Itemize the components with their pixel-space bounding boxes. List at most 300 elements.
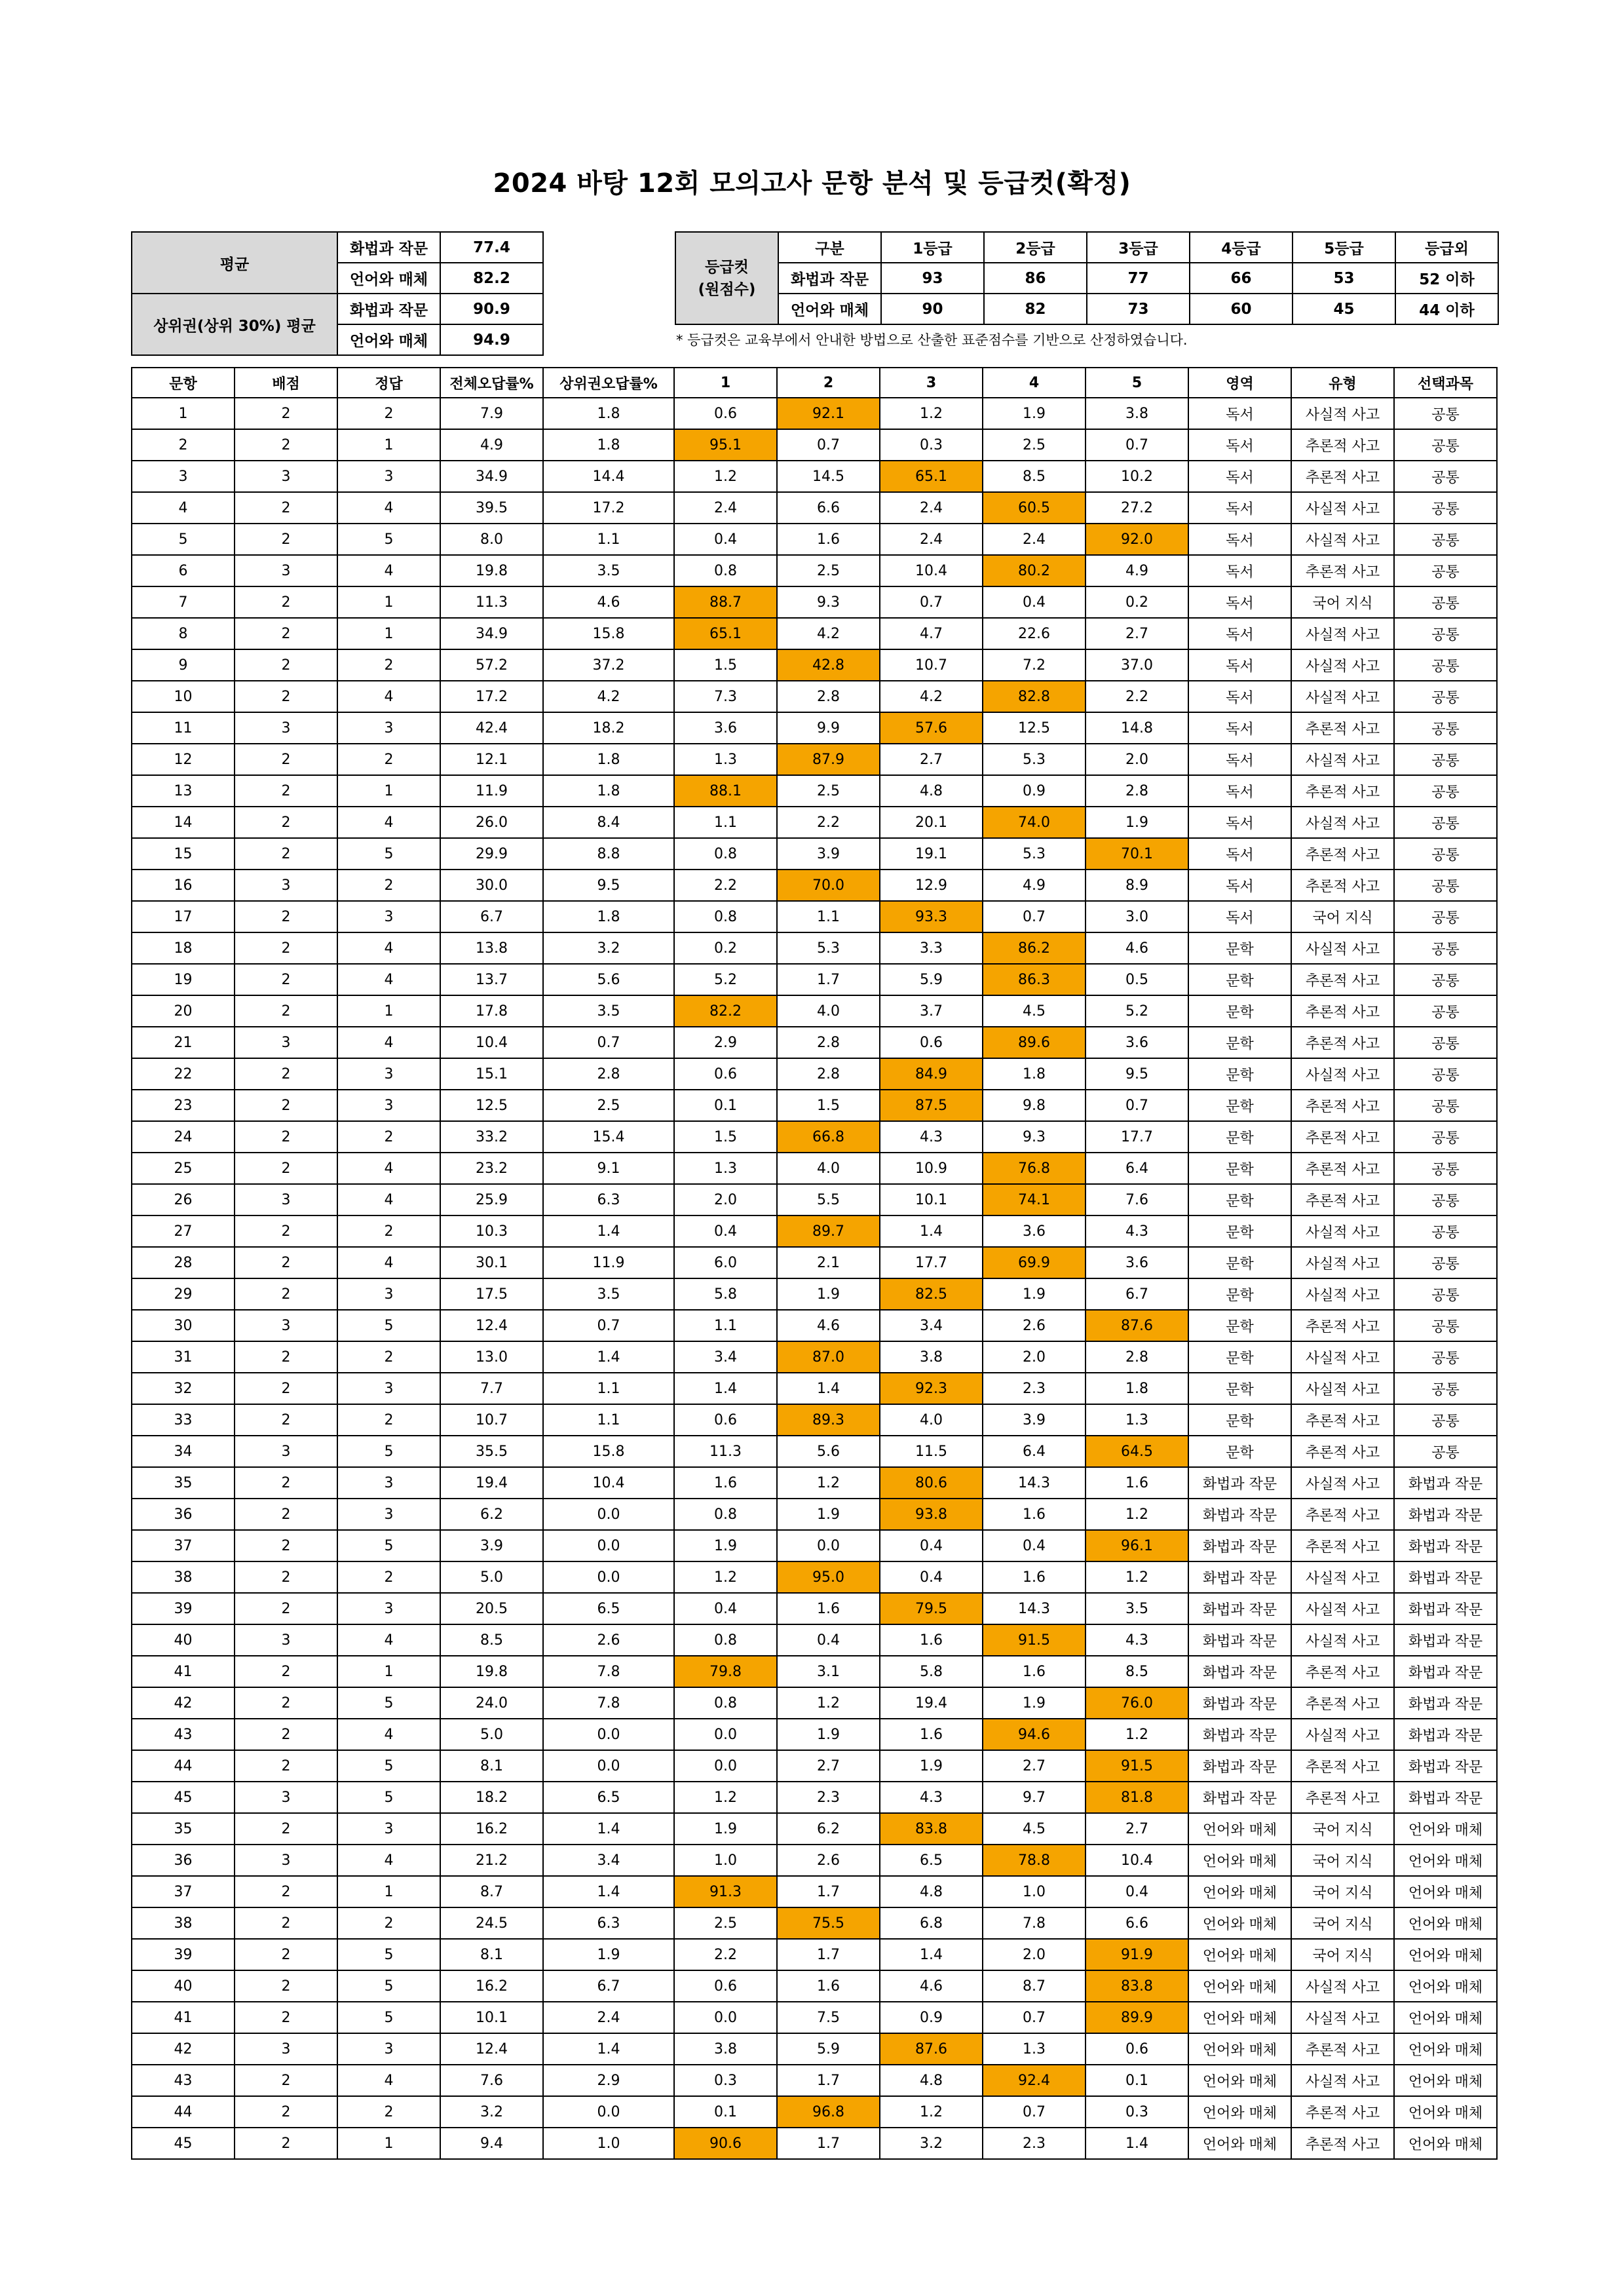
table-cell-col-points: 2 [235, 1215, 337, 1247]
table-cell-col-choice-2: 2.3 [777, 1782, 880, 1813]
table-cell-col-total-error-rate: 16.2 [440, 1970, 543, 2002]
table-cell-col-elective: 공통 [1394, 744, 1497, 775]
table-cell-col-choice-1: 0.8 [674, 555, 777, 586]
table-row [132, 775, 1497, 807]
table-cell-col-elective: 공통 [1394, 618, 1497, 649]
table-cell-col-elective: 공통 [1394, 681, 1497, 712]
table-cell-col-question: 2 [132, 429, 235, 461]
table-cell-col-points: 2 [235, 1907, 337, 1939]
table-cell-col-choice-4: 7.8 [983, 1907, 1086, 1939]
table-cell-col-total-error-rate: 17.5 [440, 1278, 543, 1310]
table-row [132, 1404, 1497, 1436]
table-cell-col-choice-2: 1.7 [777, 2065, 880, 2096]
table-cell-col-choice-1: 0.6 [674, 1058, 777, 1090]
top-average-subject: 언어와 매체 [337, 324, 440, 355]
table-cell-col-choice-2: 6.2 [777, 1813, 880, 1845]
table-cell-col-total-error-rate: 10.1 [440, 2002, 543, 2033]
table-cell-col-points: 2 [235, 1090, 337, 1121]
table-cell-col-points: 2 [235, 964, 337, 995]
table-cell-col-area: 문학 [1188, 1027, 1291, 1058]
table-cell-col-question: 1 [132, 398, 235, 429]
table-cell-col-question: 45 [132, 1782, 235, 1813]
table-cell-col-choice-3: 4.8 [880, 775, 983, 807]
top-average-value: 94.9 [440, 324, 543, 355]
table-cell-col-answer: 2 [337, 870, 440, 901]
table-cell-col-top-error-rate: 6.3 [543, 1184, 674, 1215]
table-cell-col-choice-1: 0.0 [674, 1750, 777, 1782]
table-cell-col-elective: 화법과 작문 [1394, 1624, 1497, 1656]
table-cell-col-choice-2: 2.5 [777, 775, 880, 807]
table-cell-col-total-error-rate: 20.5 [440, 1593, 543, 1624]
table-cell-col-choice-3: 11.5 [880, 1436, 983, 1467]
grade-cut-cell: 화법과 작문 [778, 263, 881, 294]
table-cell-col-type: 추론적 사고 [1291, 838, 1394, 870]
table-cell-col-points: 3 [235, 555, 337, 586]
table-cell-col-choice-3: 3.2 [880, 2128, 983, 2159]
table-cell-col-top-error-rate: 7.8 [543, 1656, 674, 1687]
table-cell-col-top-error-rate: 6.5 [543, 1782, 674, 1813]
table-cell-col-choice-5: 2.0 [1086, 744, 1188, 775]
table-cell-col-choice-1: 0.4 [674, 1215, 777, 1247]
table-row [132, 649, 1497, 681]
table-row [132, 838, 1497, 870]
table-cell-col-type: 국어 지식 [1291, 901, 1394, 932]
grade-cut-cell: 53 [1293, 263, 1395, 294]
table-cell-col-choice-1: 0.6 [674, 1404, 777, 1436]
table-cell-col-area: 언어와 매체 [1188, 1939, 1291, 1970]
table-row [132, 1561, 1497, 1593]
table-cell-col-total-error-rate: 3.9 [440, 1530, 543, 1561]
table-cell-col-choice-4: 7.2 [983, 649, 1086, 681]
table-cell-col-answer: 2 [337, 1215, 440, 1247]
table-cell-col-top-error-rate: 18.2 [543, 712, 674, 744]
table-cell-col-question: 35 [132, 1813, 235, 1845]
correct-answer-rate-cell: 93.8 [880, 1499, 983, 1530]
table-cell-col-elective: 언어와 매체 [1394, 2096, 1497, 2128]
table-cell-col-choice-5: 5.2 [1086, 995, 1188, 1027]
table-cell-col-choice-2: 2.8 [777, 1058, 880, 1090]
table-cell-col-question: 34 [132, 1436, 235, 1467]
table-cell-col-choice-5: 6.7 [1086, 1278, 1188, 1310]
table-cell-col-choice-3: 3.7 [880, 995, 983, 1027]
table-cell-col-question: 18 [132, 932, 235, 964]
table-cell-col-points: 3 [235, 870, 337, 901]
table-cell-col-area: 문학 [1188, 1310, 1291, 1341]
table-cell-col-question: 5 [132, 524, 235, 555]
table-header-col-top-error-rate: 상위권오답률% [543, 368, 674, 398]
table-cell-col-choice-3: 5.8 [880, 1656, 983, 1687]
table-row [132, 1499, 1497, 1530]
table-cell-col-elective: 화법과 작문 [1394, 1499, 1497, 1530]
table-cell-col-choice-3: 5.9 [880, 964, 983, 995]
grade-cut-cell: 44 이하 [1395, 294, 1498, 324]
table-cell-col-top-error-rate: 15.8 [543, 618, 674, 649]
correct-answer-rate-cell: 76.8 [983, 1153, 1086, 1184]
table-cell-col-question: 22 [132, 1058, 235, 1090]
table-cell-col-choice-4: 2.5 [983, 429, 1086, 461]
average-value: 77.4 [440, 232, 543, 263]
correct-answer-rate-cell: 95.1 [674, 429, 777, 461]
table-cell-col-choice-3: 0.4 [880, 1561, 983, 1593]
table-cell-col-points: 3 [235, 1782, 337, 1813]
table-cell-col-top-error-rate: 6.5 [543, 1593, 674, 1624]
table-cell-col-type: 사실적 사고 [1291, 1247, 1394, 1278]
table-cell-col-elective: 화법과 작문 [1394, 1467, 1497, 1499]
table-cell-col-area: 독서 [1188, 461, 1291, 492]
correct-answer-rate-cell: 76.0 [1086, 1687, 1188, 1719]
table-cell-col-choice-2: 1.7 [777, 1876, 880, 1907]
table-cell-col-choice-5: 1.8 [1086, 1373, 1188, 1404]
table-cell-col-type: 추론적 사고 [1291, 995, 1394, 1027]
table-cell-col-question: 9 [132, 649, 235, 681]
table-cell-col-answer: 2 [337, 1404, 440, 1436]
table-cell-col-points: 3 [235, 1310, 337, 1341]
grade-cut-cell: 93 [881, 263, 984, 294]
table-cell-col-choice-3: 17.7 [880, 1247, 983, 1278]
table-row [132, 1907, 1497, 1939]
table-cell-col-choice-4: 3.6 [983, 1215, 1086, 1247]
table-cell-col-type: 사실적 사고 [1291, 1593, 1394, 1624]
table-cell-col-total-error-rate: 8.1 [440, 1750, 543, 1782]
correct-answer-rate-cell: 87.0 [777, 1341, 880, 1373]
table-cell-col-choice-2: 1.2 [777, 1467, 880, 1499]
table-cell-col-choice-1: 3.6 [674, 712, 777, 744]
top-average-value: 90.9 [440, 294, 543, 324]
table-cell-col-points: 2 [235, 1750, 337, 1782]
table-cell-col-answer: 5 [337, 1687, 440, 1719]
correct-answer-rate-cell: 89.7 [777, 1215, 880, 1247]
table-cell-col-choice-1: 1.3 [674, 744, 777, 775]
table-row [132, 712, 1497, 744]
table-cell-col-choice-3: 10.9 [880, 1153, 983, 1184]
table-cell-col-answer: 2 [337, 1561, 440, 1593]
table-cell-col-answer: 5 [337, 1310, 440, 1341]
table-cell-col-elective: 공통 [1394, 461, 1497, 492]
grade-cut-cell: 86 [984, 263, 1087, 294]
table-cell-col-choice-1: 2.2 [674, 870, 777, 901]
table-cell-col-choice-4: 22.6 [983, 618, 1086, 649]
table-cell-col-choice-3: 1.6 [880, 1719, 983, 1750]
table-cell-col-type: 추론적 사고 [1291, 555, 1394, 586]
grade-cut-header: 등급외 [1395, 232, 1498, 263]
correct-answer-rate-cell: 80.6 [880, 1467, 983, 1499]
table-cell-col-total-error-rate: 11.3 [440, 586, 543, 618]
table-row [132, 1215, 1497, 1247]
table-cell-col-top-error-rate: 3.5 [543, 555, 674, 586]
table-cell-col-top-error-rate: 0.0 [543, 2096, 674, 2128]
table-cell-col-choice-2: 4.0 [777, 995, 880, 1027]
table-cell-col-area: 화법과 작문 [1188, 1656, 1291, 1687]
table-cell-col-choice-3: 1.9 [880, 1750, 983, 1782]
table-row [132, 1530, 1497, 1561]
table-cell-col-choice-3: 3.8 [880, 1341, 983, 1373]
table-cell-col-elective: 언어와 매체 [1394, 2065, 1497, 2096]
table-cell-col-question: 26 [132, 1184, 235, 1215]
table-cell-col-answer: 4 [337, 1027, 440, 1058]
table-cell-col-type: 추론적 사고 [1291, 775, 1394, 807]
correct-answer-rate-cell: 92.3 [880, 1373, 983, 1404]
table-cell-col-total-error-rate: 12.1 [440, 744, 543, 775]
table-cell-col-choice-5: 9.5 [1086, 1058, 1188, 1090]
correct-answer-rate-cell: 88.7 [674, 586, 777, 618]
table-cell-col-choice-1: 0.1 [674, 2096, 777, 2128]
table-row [132, 1027, 1497, 1058]
table-cell-col-question: 29 [132, 1278, 235, 1310]
table-cell-col-choice-1: 2.2 [674, 1939, 777, 1970]
grade-cut-cell: 90 [881, 294, 984, 324]
table-cell-col-question: 11 [132, 712, 235, 744]
table-cell-col-area: 독서 [1188, 618, 1291, 649]
table-cell-col-answer: 3 [337, 1090, 440, 1121]
table-cell-col-top-error-rate: 1.4 [543, 1341, 674, 1373]
table-cell-col-points: 2 [235, 1058, 337, 1090]
table-cell-col-type: 추론적 사고 [1291, 1436, 1394, 1467]
table-cell-col-top-error-rate: 1.8 [543, 429, 674, 461]
table-cell-col-choice-2: 2.1 [777, 1247, 880, 1278]
table-row [132, 1876, 1497, 1907]
table-cell-col-top-error-rate: 2.9 [543, 2065, 674, 2096]
table-cell-col-answer: 1 [337, 586, 440, 618]
table-cell-col-total-error-rate: 9.4 [440, 2128, 543, 2159]
table-cell-col-choice-1: 0.4 [674, 1593, 777, 1624]
table-row [132, 932, 1497, 964]
table-cell-col-total-error-rate: 10.3 [440, 1215, 543, 1247]
table-cell-col-type: 국어 지식 [1291, 1876, 1394, 1907]
table-cell-col-choice-1: 1.2 [674, 461, 777, 492]
table-cell-col-type: 추론적 사고 [1291, 1499, 1394, 1530]
table-cell-col-choice-5: 0.2 [1086, 586, 1188, 618]
table-header-col-elective: 선택과목 [1394, 368, 1497, 398]
table-cell-col-choice-4: 1.9 [983, 398, 1086, 429]
grade-cut-note: * 등급컷은 교육부에서 안내한 방법으로 산출한 표준점수를 기반으로 산정하였습니다. [676, 332, 1188, 348]
table-cell-col-choice-2: 1.7 [777, 2128, 880, 2159]
table-row [132, 461, 1497, 492]
table-cell-col-total-error-rate: 30.0 [440, 870, 543, 901]
grade-cut-header: 5등급 [1293, 232, 1395, 263]
table-row [132, 964, 1497, 995]
grade-cut-header: 2등급 [984, 232, 1087, 263]
table-cell-col-question: 31 [132, 1341, 235, 1373]
table-cell-col-choice-3: 0.4 [880, 1530, 983, 1561]
table-cell-col-answer: 4 [337, 932, 440, 964]
table-cell-col-elective: 공통 [1394, 775, 1497, 807]
table-cell-col-choice-4: 4.9 [983, 870, 1086, 901]
table-cell-col-elective: 언어와 매체 [1394, 1939, 1497, 1970]
table-cell-col-area: 화법과 작문 [1188, 1624, 1291, 1656]
table-cell-col-points: 3 [235, 1027, 337, 1058]
table-cell-col-type: 추론적 사고 [1291, 429, 1394, 461]
table-cell-col-question: 38 [132, 1561, 235, 1593]
table-cell-col-answer: 1 [337, 1656, 440, 1687]
table-cell-col-top-error-rate: 0.0 [543, 1530, 674, 1561]
table-cell-col-question: 24 [132, 1121, 235, 1153]
table-cell-col-choice-1: 0.8 [674, 838, 777, 870]
table-cell-col-points: 2 [235, 1876, 337, 1907]
correct-answer-rate-cell: 81.8 [1086, 1782, 1188, 1813]
table-cell-col-points: 2 [235, 492, 337, 524]
table-row [132, 1750, 1497, 1782]
table-cell-col-type: 추론적 사고 [1291, 964, 1394, 995]
table-cell-col-question: 39 [132, 1939, 235, 1970]
top-average-label: 상위권(상위 30%) 평균 [132, 294, 337, 355]
table-cell-col-elective: 공통 [1394, 1215, 1497, 1247]
table-cell-col-choice-4: 14.3 [983, 1593, 1086, 1624]
table-cell-col-question: 19 [132, 964, 235, 995]
table-cell-col-choice-1: 2.4 [674, 492, 777, 524]
table-cell-col-question: 35 [132, 1467, 235, 1499]
table-cell-col-total-error-rate: 17.8 [440, 995, 543, 1027]
table-cell-col-type: 국어 지식 [1291, 586, 1394, 618]
table-cell-col-choice-3: 12.9 [880, 870, 983, 901]
table-cell-col-elective: 공통 [1394, 870, 1497, 901]
table-cell-col-question: 42 [132, 2033, 235, 2065]
table-cell-col-elective: 언어와 매체 [1394, 1876, 1497, 1907]
table-cell-col-type: 사실적 사고 [1291, 2065, 1394, 2096]
table-cell-col-total-error-rate: 19.8 [440, 1656, 543, 1687]
table-cell-col-total-error-rate: 29.9 [440, 838, 543, 870]
table-cell-col-choice-1: 1.2 [674, 1561, 777, 1593]
table-cell-col-elective: 공통 [1394, 492, 1497, 524]
table-row [132, 1184, 1497, 1215]
correct-answer-rate-cell: 84.9 [880, 1058, 983, 1090]
table-cell-col-answer: 5 [337, 1970, 440, 2002]
correct-answer-rate-cell: 65.1 [674, 618, 777, 649]
table-cell-col-answer: 1 [337, 995, 440, 1027]
table-cell-col-elective: 공통 [1394, 1027, 1497, 1058]
correct-answer-rate-cell: 88.1 [674, 775, 777, 807]
table-cell-col-type: 추론적 사고 [1291, 1656, 1394, 1687]
correct-answer-rate-cell: 82.8 [983, 681, 1086, 712]
table-cell-col-choice-1: 1.2 [674, 1782, 777, 1813]
table-cell-col-answer: 4 [337, 1153, 440, 1184]
table-cell-col-choice-4: 5.3 [983, 744, 1086, 775]
table-cell-col-choice-4: 0.9 [983, 775, 1086, 807]
table-cell-col-choice-2: 14.5 [777, 461, 880, 492]
table-cell-col-choice-1: 0.8 [674, 1499, 777, 1530]
table-cell-col-choice-4: 3.9 [983, 1404, 1086, 1436]
table-cell-col-points: 2 [235, 1499, 337, 1530]
table-cell-col-total-error-rate: 57.2 [440, 649, 543, 681]
table-cell-col-elective: 공통 [1394, 901, 1497, 932]
table-cell-col-top-error-rate: 3.4 [543, 1845, 674, 1876]
table-cell-col-choice-5: 0.1 [1086, 2065, 1188, 2096]
table-cell-col-choice-3: 1.4 [880, 1939, 983, 1970]
table-row [132, 1719, 1497, 1750]
table-cell-col-choice-2: 1.7 [777, 1939, 880, 1970]
table-cell-col-question: 37 [132, 1876, 235, 1907]
table-cell-col-choice-2: 1.2 [777, 1687, 880, 1719]
grade-cut-label-line2: (원점수) [698, 280, 756, 298]
table-cell-col-answer: 5 [337, 838, 440, 870]
table-cell-col-total-error-rate: 13.7 [440, 964, 543, 995]
grade-cut-cell: 66 [1190, 263, 1293, 294]
table-cell-col-question: 36 [132, 1845, 235, 1876]
correct-answer-rate-cell: 87.6 [1086, 1310, 1188, 1341]
table-cell-col-elective: 공통 [1394, 838, 1497, 870]
table-cell-col-points: 2 [235, 398, 337, 429]
table-cell-col-choice-5: 27.2 [1086, 492, 1188, 524]
table-cell-col-area: 문학 [1188, 1278, 1291, 1310]
table-header-col-choice-2: 2 [777, 368, 880, 398]
table-cell-col-top-error-rate: 9.5 [543, 870, 674, 901]
table-cell-col-answer: 1 [337, 618, 440, 649]
table-cell-col-choice-4: 9.3 [983, 1121, 1086, 1153]
table-cell-col-choice-5: 37.0 [1086, 649, 1188, 681]
table-cell-col-area: 문학 [1188, 932, 1291, 964]
table-row [132, 2096, 1497, 2128]
table-cell-col-points: 2 [235, 1687, 337, 1719]
table-cell-col-choice-4: 2.0 [983, 1341, 1086, 1373]
table-cell-col-elective: 화법과 작문 [1394, 1719, 1497, 1750]
table-cell-col-choice-3: 4.0 [880, 1404, 983, 1436]
table-cell-col-choice-4: 8.7 [983, 1970, 1086, 2002]
table-row [132, 1939, 1497, 1970]
average-subject: 언어와 매체 [337, 263, 440, 294]
table-cell-col-choice-5: 4.3 [1086, 1215, 1188, 1247]
table-cell-col-choice-4: 6.4 [983, 1436, 1086, 1467]
table-cell-col-choice-1: 0.4 [674, 524, 777, 555]
table-cell-col-points: 2 [235, 995, 337, 1027]
table-cell-col-total-error-rate: 4.9 [440, 429, 543, 461]
grade-cut-cell: 언어와 매체 [778, 294, 881, 324]
grade-cut-label-line1: 등급컷 [705, 258, 749, 276]
table-cell-col-choice-2: 2.5 [777, 555, 880, 586]
table-cell-col-answer: 2 [337, 1121, 440, 1153]
table-cell-col-choice-3: 3.3 [880, 932, 983, 964]
table-row [132, 744, 1497, 775]
table-cell-col-type: 추론적 사고 [1291, 1184, 1394, 1215]
table-cell-col-choice-2: 5.3 [777, 932, 880, 964]
table-cell-col-top-error-rate: 5.6 [543, 964, 674, 995]
table-cell-col-points: 2 [235, 1656, 337, 1687]
table-cell-col-choice-1: 0.0 [674, 2002, 777, 2033]
table-row [132, 2128, 1497, 2159]
table-cell-col-answer: 3 [337, 1373, 440, 1404]
table-cell-col-top-error-rate: 0.0 [543, 1750, 674, 1782]
table-cell-col-choice-1: 2.9 [674, 1027, 777, 1058]
table-cell-col-total-error-rate: 8.0 [440, 524, 543, 555]
table-cell-col-top-error-rate: 10.4 [543, 1467, 674, 1499]
table-cell-col-answer: 4 [337, 681, 440, 712]
table-cell-col-area: 문학 [1188, 1058, 1291, 1090]
table-cell-col-area: 언어와 매체 [1188, 2096, 1291, 2128]
correct-answer-rate-cell: 91.3 [674, 1876, 777, 1907]
table-cell-col-total-error-rate: 5.0 [440, 1719, 543, 1750]
table-cell-col-choice-2: 3.9 [777, 838, 880, 870]
table-cell-col-total-error-rate: 8.7 [440, 1876, 543, 1907]
table-cell-col-top-error-rate: 1.1 [543, 1404, 674, 1436]
correct-answer-rate-cell: 87.9 [777, 744, 880, 775]
table-cell-col-choice-5: 10.2 [1086, 461, 1188, 492]
table-cell-col-points: 2 [235, 618, 337, 649]
table-cell-col-choice-3: 1.4 [880, 1215, 983, 1247]
table-cell-col-answer: 4 [337, 555, 440, 586]
table-header-col-choice-4: 4 [983, 368, 1086, 398]
table-cell-col-choice-1: 2.0 [674, 1184, 777, 1215]
table-cell-col-top-error-rate: 1.1 [543, 1373, 674, 1404]
grade-cut-header: 1등급 [881, 232, 984, 263]
table-cell-col-type: 사실적 사고 [1291, 2002, 1394, 2033]
table-cell-col-area: 독서 [1188, 429, 1291, 461]
correct-answer-rate-cell: 92.4 [983, 2065, 1086, 2096]
table-cell-col-type: 국어 지식 [1291, 1939, 1394, 1970]
table-cell-col-top-error-rate: 2.8 [543, 1058, 674, 1090]
table-cell-col-type: 추론적 사고 [1291, 1310, 1394, 1341]
table-cell-col-total-error-rate: 10.4 [440, 1027, 543, 1058]
table-row [132, 1970, 1497, 2002]
table-cell-col-area: 언어와 매체 [1188, 1813, 1291, 1845]
grade-cut-cell: 52 이하 [1395, 263, 1498, 294]
